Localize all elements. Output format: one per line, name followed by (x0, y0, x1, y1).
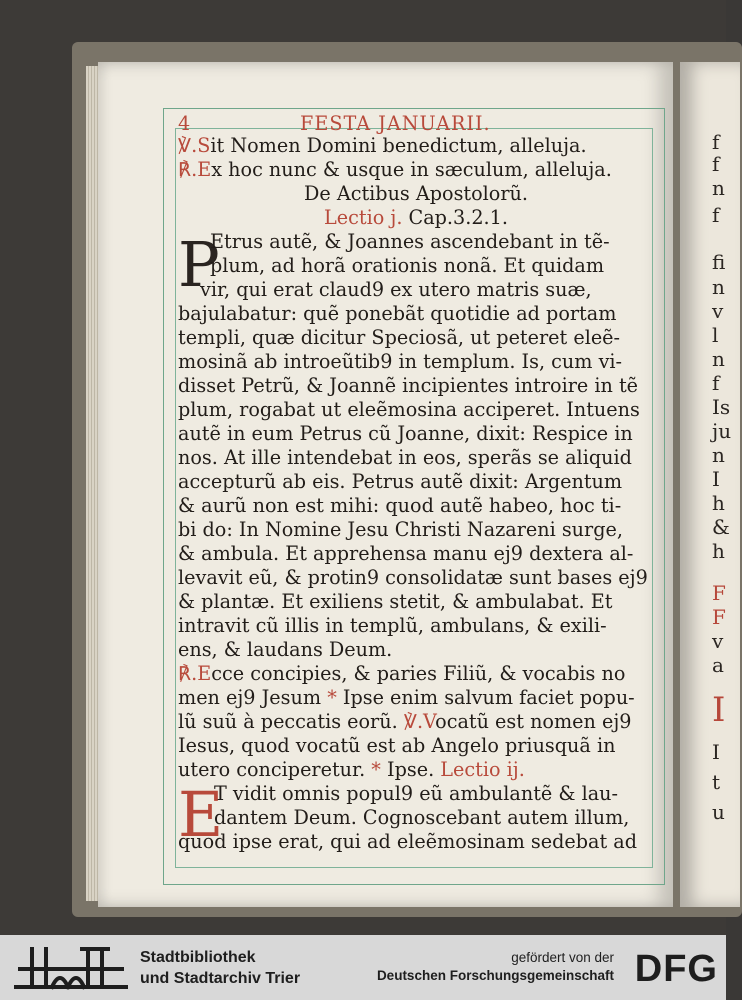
responsory-text: utero conciperetur. (178, 758, 366, 781)
responsory-text: Ipse. (387, 758, 435, 781)
facing-letter: f (712, 203, 720, 227)
versicle-symbol: ℣. (403, 710, 424, 733)
facing-letter: I (712, 690, 726, 730)
responsory-line: Iesus, quod vocatũ est ab Angelo priusquã in (178, 734, 616, 757)
lectio-line: disset Petrũ, & Joannẽ incipientes introire in tẽ (178, 374, 639, 397)
lectio-line: vir, qui erat claud9 ex utero matris suæ, (200, 278, 592, 301)
facing-letter: t (712, 770, 721, 794)
lectio-line: & plantæ. Et exiliens stetit, & ambulabat. Et (178, 590, 613, 613)
responsory-text: ocatũ est nomen ej9 (435, 710, 632, 733)
facing-letter: n (712, 275, 725, 299)
lectio-line: ens, & laudans Deum. (178, 638, 393, 661)
funding-line-2: Deutschen Forschungsgemeinschaft (376, 968, 614, 983)
lectio-line: intravit cũ illis in templũ, ambulans, & exili- (178, 614, 607, 637)
versicle-initial: S (197, 134, 211, 157)
facing-letter: & (712, 515, 730, 539)
facing-letter: u (712, 800, 725, 824)
response-symbol: ℟. (178, 158, 198, 181)
responsory-text: Ipse enim salvum faciet popu- (342, 686, 635, 709)
lectio-1-label: Lectio j. (324, 206, 403, 229)
facing-letter: v (712, 299, 724, 323)
lectio-line: nos. At ille intendebat in eos, sperãs se aliquid (178, 446, 632, 469)
lectio-line: Etrus autẽ, & Joannes ascendebant in tẽ- (210, 230, 610, 253)
responsory-star: * (371, 758, 381, 781)
facing-letter: l (712, 323, 719, 347)
lectio-line: levavit eũ, & protin9 consolidatæ sunt bases ej9 (178, 566, 648, 589)
lectio-line: bajulabatur: quẽ ponebãt quotidie ad portam (178, 302, 617, 325)
facing-letter: Is (712, 395, 731, 419)
lectio-line: mosinã ab introeũtib9 in templum. Is, cum vi- (178, 350, 623, 373)
facing-letter: a (712, 653, 724, 677)
responsory-initial: E (197, 662, 212, 685)
responsory-line (178, 758, 525, 782)
response-initial: E (197, 158, 212, 181)
facing-letter: F (712, 581, 726, 605)
lectio-line: bi do: In Nomine Jesu Christi Nazareni surge, (178, 518, 623, 541)
lectio-2-label: Lectio ij. (440, 758, 525, 781)
response-text: x hoc nunc & usque in sæculum, alleluja. (211, 158, 612, 181)
footer-bar (0, 935, 726, 1000)
facing-letter: f (712, 152, 720, 176)
facing-letter: h (712, 539, 725, 563)
lectio-1-reference: Cap.3.2.1. (408, 206, 508, 229)
facing-letter: ju (712, 419, 732, 443)
facing-letter: v (712, 629, 724, 653)
library-line-2: und Stadtarchiv Trier (140, 970, 301, 987)
response-line (178, 158, 612, 182)
lectio-line: quod ipse erat, qui ad eleẽmosinam sedebat ad (178, 830, 637, 853)
running-header: FESTA JANUARII. (300, 112, 491, 135)
lectio-line: plum, ad horã orationis nonã. Et quidam (210, 254, 605, 277)
lectio-line: T vidit omnis popul9 eũ ambulantẽ & lau- (214, 782, 618, 805)
responsory-line (178, 662, 625, 686)
page-number: 4 (178, 112, 191, 135)
facing-letter: n (712, 347, 725, 371)
facing-letter: n (712, 176, 725, 200)
dfg-logo: DFG (634, 948, 718, 990)
responsory-line (178, 686, 635, 710)
lectio-line: autẽ in eum Petrus cũ Joanne, dixit: Respice in (178, 422, 633, 445)
responsory-text: lũ suũ à peccatis eorũ. (178, 710, 398, 733)
facing-letter: F (712, 605, 726, 629)
facing-letter: I (712, 467, 720, 491)
lectio-line: & aurũ non est mihi: quod autẽ habeo, hoc ti- (178, 494, 622, 517)
facing-letter: n (712, 443, 725, 467)
responsory-symbol: ℟. (178, 662, 198, 685)
funding-line-1: gefördert von der (511, 950, 614, 965)
versicle-text: it Nomen Domini benedictum, alleluja. (210, 134, 587, 157)
facing-letter: I (712, 740, 720, 764)
lectio-line: accepturũ ab eis. Petrus autẽ dixit: Argentum (178, 470, 623, 493)
versicle-line (178, 134, 587, 158)
responsory-line (178, 710, 632, 734)
dropcap-e: E (178, 778, 224, 851)
versicle-initial: V (423, 710, 436, 733)
lectio-line: dantem Deum. Cognoscebant autem illum, (214, 806, 630, 829)
facing-letter: h (712, 491, 725, 515)
responsory-text: men ej9 Jesum (178, 686, 322, 709)
library-line-1: Stadtbibliothek (140, 949, 256, 966)
facing-letter: fi (712, 250, 726, 274)
facing-letter: f (712, 371, 720, 395)
facing-letter: f (712, 130, 720, 154)
lectio-line: templi, quæ dicitur Speciosã, ut peteret eleẽ- (178, 326, 621, 349)
responsory-text: cce concipies, & paries Filiũ, & vocabis no (211, 662, 626, 685)
lectio-line: plum, rogabat ut eleẽmosina acciperet. Intuens (178, 398, 640, 421)
facing-page (680, 62, 740, 907)
funding-note (377, 949, 614, 985)
section-title: De Actibus Apostolorũ. (304, 182, 528, 205)
versicle-symbol: ℣. (178, 134, 198, 157)
responsory-star: * (327, 686, 337, 709)
lectio-1-heading (178, 206, 654, 230)
lectio-line: & ambula. Et apprehensa manu ej9 dextera al- (178, 542, 634, 565)
library-name (140, 947, 300, 989)
dropcap-p: P (178, 228, 220, 301)
library-logo-icon (12, 941, 130, 993)
